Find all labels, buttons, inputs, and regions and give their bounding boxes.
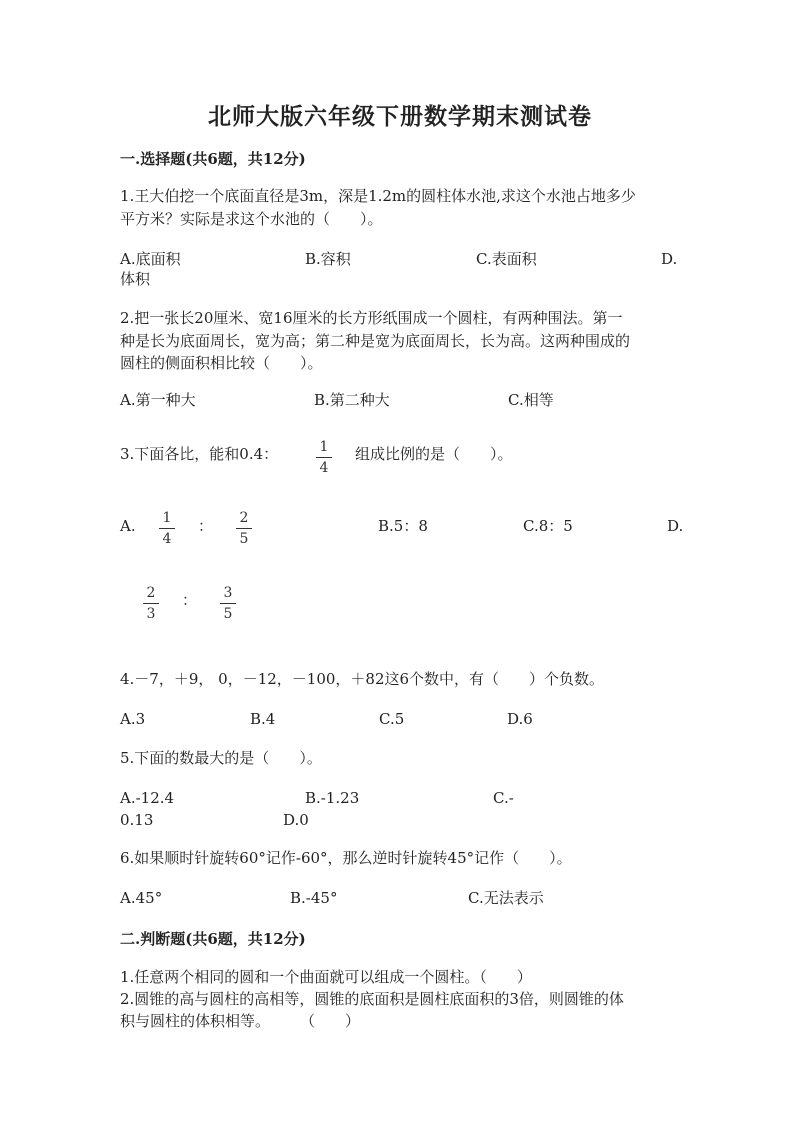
q2-stem-line1: 2.把一张长20厘米、宽16厘米的长方形纸围成一个圆柱，有两种围法。第一 [120, 309, 623, 327]
q1-option-b: B.容积 [305, 250, 351, 268]
q3-stem-before: 3.下面各比，能和0.4： [120, 445, 279, 463]
judge-q1: 1.任意两个相同的圆和一个曲面就可以组成一个圆柱。（ ） [120, 968, 532, 986]
q3-stem-fraction [316, 438, 332, 477]
q3-option-d-left-fraction [143, 584, 159, 623]
fraction-bar [143, 603, 159, 604]
q5-option-b: B.-1.23 [305, 789, 360, 807]
q1-stem-line2: 平方米？实际是求这个水池的（ ）。 [120, 210, 383, 228]
fraction-denominator: 5 [223, 606, 233, 622]
q2-option-c: C.相等 [508, 391, 554, 409]
q2-stem-line2: 种是长为底面周长，宽为高；第二种是宽为底面周长，长为高。这两种围成的 [120, 332, 631, 350]
q3-option-c: C.8：5 [523, 517, 573, 535]
page-title: 北师大版六年级下册数学期末测试卷 [208, 103, 592, 130]
q1-option-a: A.底面积 [120, 250, 181, 268]
judge-q2-line2: 积与圆柱的体积相等。 （ ） [120, 1012, 361, 1030]
q2-option-b: B.第二种大 [314, 391, 390, 409]
fraction-numerator: 2 [239, 510, 249, 526]
section-heading-choice: 一.选择题(共6题，共12分) [120, 150, 306, 168]
q5-option-c: C.- [493, 789, 514, 807]
q3-stem-after: 组成比例的是（ ）。 [355, 445, 513, 463]
q3-option-a-colon: ： [198, 517, 214, 535]
q3-option-d-colon: ： [182, 591, 198, 609]
q3-option-a-right-fraction [236, 509, 252, 548]
q6-option-a: A.45° [120, 889, 163, 907]
q2-option-a: A.第一种大 [120, 391, 196, 409]
q5-stem: 5.下面的数最大的是（ ）。 [120, 749, 322, 767]
q3-option-a-label: A. [120, 517, 136, 535]
q6-stem: 6.如果顺时针旋转60°记作-60°，那么逆时针旋转45°记作（ ）。 [120, 849, 572, 867]
q3-option-b: B.5：8 [378, 517, 428, 535]
fraction-numerator: 1 [319, 439, 329, 455]
q5-option-c-wrap: 0.13 [120, 811, 154, 829]
fraction-denominator: 4 [162, 531, 172, 547]
q6-option-b: B.-45° [290, 889, 338, 907]
judge-q2-line1: 2.圆锥的高与圆柱的高相等，圆锥的底面积是圆柱底面积的3倍，则圆锥的体 [120, 990, 624, 1008]
q4-option-b: B.4 [250, 710, 276, 728]
q5-option-a: A.-12.4 [120, 789, 175, 807]
q4-option-d: D.6 [507, 710, 533, 728]
q6-option-c: C.无法表示 [468, 889, 544, 907]
fraction-bar [236, 528, 252, 529]
fraction-bar [316, 457, 332, 458]
q1-stem-line1: 1.王大伯挖一个底面直径是3m，深是1.2m的圆柱体水池,求这个水池占地多少 [120, 187, 636, 205]
q3-option-d-label: D. [667, 517, 684, 535]
q4-option-c: C.5 [379, 710, 405, 728]
fraction-numerator: 2 [146, 585, 156, 601]
q4-stem: 4.－7，＋9， 0，－12，－100，＋82这6个数中，有（ ）个负数。 [120, 670, 605, 688]
fraction-denominator: 4 [319, 460, 329, 476]
fraction-numerator: 3 [223, 585, 233, 601]
fraction-bar [220, 603, 236, 604]
q1-option-d-wrap: 体积 [120, 270, 151, 288]
fraction-denominator: 5 [239, 531, 249, 547]
q5-option-d: D.0 [283, 811, 309, 829]
section-heading-judgement: 二.判断题(共6题，共12分) [120, 930, 306, 948]
q2-stem-line3: 圆柱的侧面积相比较（ ）。 [120, 354, 323, 372]
q3-option-a-left-fraction [159, 509, 175, 548]
q3-option-d-right-fraction [220, 584, 236, 623]
q1-option-c: C.表面积 [476, 250, 537, 268]
fraction-numerator: 1 [162, 510, 172, 526]
fraction-bar [159, 528, 175, 529]
fraction-denominator: 3 [146, 606, 156, 622]
q1-option-d: D. [661, 250, 678, 268]
q4-option-a: A.3 [120, 710, 146, 728]
